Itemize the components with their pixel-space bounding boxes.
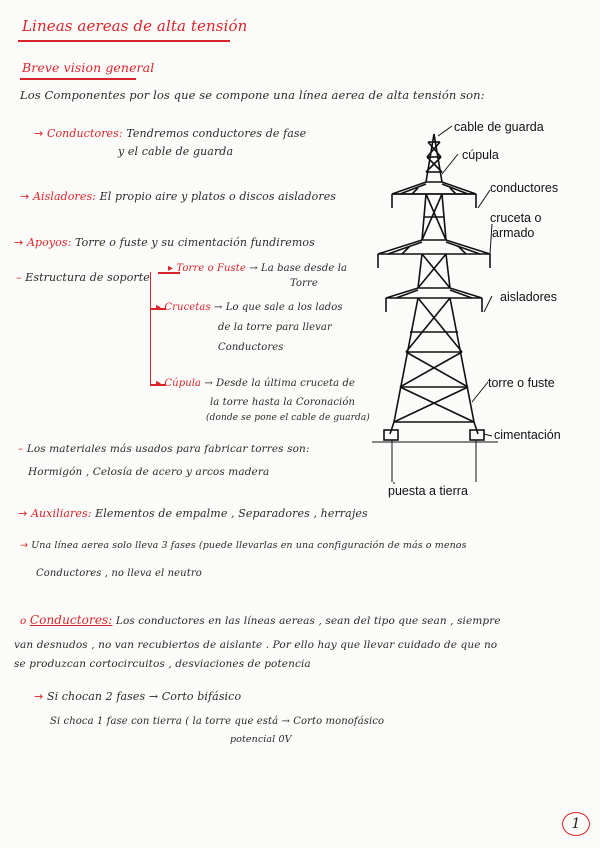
label-conductores: conductores	[490, 181, 559, 195]
overview-intro: Los Componentes por los que se compone una línea aerea de alta tensión son:	[20, 88, 485, 102]
arrow-icon: →	[18, 507, 28, 520]
overview-heading: Breve vision general	[22, 60, 155, 75]
crucetas-text: Lo que sale a los lados	[225, 302, 343, 313]
crucetas-text2: de la torre para llevar	[218, 322, 332, 333]
conductores-label: Conductores:	[46, 127, 123, 140]
bullet2b-text: potencial 0V	[230, 734, 292, 745]
aisladores-label: Aisladores:	[32, 190, 97, 203]
title-underline	[18, 40, 230, 42]
label-cruceta: cruceta o	[490, 211, 542, 225]
label-cupula: cúpula	[462, 148, 499, 162]
conductores-section-label: Conductores:	[29, 613, 113, 627]
arrow-icon: →	[249, 263, 261, 274]
aisladores-text: El propio aire y platos o discos aisladores	[99, 190, 337, 203]
materiales-item	[18, 443, 310, 455]
conductores-section-text3: se produzcan cortocircuitos , desviaciones de potencia	[14, 658, 311, 670]
linea-text: Una línea aerea solo lleva 3 fases (puede llevarlas en una configuración de más o menos	[31, 540, 467, 551]
crucetas-label: Crucetas	[164, 302, 211, 313]
arrow-icon: →	[34, 127, 44, 140]
arrow-icon: ▸	[168, 263, 174, 274]
dash-icon: –	[16, 271, 22, 284]
label-aisladores: aisladores	[500, 290, 557, 304]
arrow-icon: ▸	[156, 302, 162, 313]
cupula-label: Cúpula	[164, 378, 202, 389]
label-cable-guarda: cable de guarda	[454, 120, 544, 134]
aisladores-item	[20, 190, 336, 203]
dash-icon: –	[18, 443, 24, 455]
conductores-section-text2: van desnudos , no van recubiertos de aislante . Por ello hay que llevar cuidado de que no	[14, 639, 498, 651]
arrow-icon: →	[20, 190, 30, 203]
arrow-icon: →	[204, 378, 217, 389]
tower-diagram	[372, 112, 598, 502]
page-title: Lineas aereas de alta tensión	[22, 17, 248, 35]
page-number: 1	[562, 812, 590, 836]
apoyos-label: Apoyos:	[26, 236, 72, 249]
bullet1-text: Si chocan 2 fases → Corto bifásico	[46, 690, 242, 703]
estructura-label: Estructura de soporte	[25, 271, 150, 284]
crucetas-item	[156, 302, 343, 313]
arrow-icon: ▸	[156, 378, 162, 389]
label-puesta-tierra: puesta a tierra	[388, 484, 468, 498]
conductores-text: Tendremos conductores de fase	[126, 127, 307, 140]
auxiliares-item	[18, 507, 368, 520]
cupula-text3: (donde se pone el cable de guarda)	[206, 413, 370, 423]
crucetas-text3: Conductores	[218, 342, 284, 353]
linea-item	[20, 540, 467, 551]
label-torre-fuste: torre o fuste	[488, 376, 555, 390]
cupula-text: Desde la última cruceta de	[216, 378, 355, 389]
conductores-text2: y el cable de guarda	[118, 145, 234, 158]
bullet2-text: Si choca 1 fase con tierra ( la torre que está → Corto monofásico	[50, 716, 385, 727]
torre-item	[168, 263, 347, 274]
arrow-icon: →	[34, 690, 44, 703]
linea-text2: Conductores , no lleva el neutro	[36, 568, 202, 579]
cupula-text2: la torre hasta la Coronación	[210, 397, 356, 408]
estructura-item	[16, 271, 150, 284]
torre-text: La base desde la	[260, 263, 348, 274]
apoyos-text: Torre o fuste y su cimentación fundiremos	[75, 236, 315, 249]
bullet-icon: o	[20, 615, 27, 627]
apoyos-item	[14, 236, 315, 249]
conductores-section-text1: Los conductores en las líneas aereas , sean del tipo que sean , siempre	[115, 615, 501, 627]
conductores-section	[20, 613, 501, 627]
torre-label: Torre o Fuste	[176, 263, 246, 274]
torre-text2: Torre	[290, 278, 318, 289]
arrow-icon: →	[14, 236, 24, 249]
label-armado: armado	[492, 226, 535, 240]
auxiliares-label: Auxiliares:	[30, 507, 92, 520]
arrow-icon: →	[20, 540, 29, 551]
conductores-item	[34, 127, 306, 140]
tree-bracket	[150, 272, 151, 384]
arrow-icon: →	[214, 302, 226, 313]
materiales-text: Los materiales más usados para fabricar torres son:	[26, 443, 310, 455]
materiales-text2: Hormigón , Celosía de acero y arcos madera	[28, 466, 270, 478]
label-cimentacion: cimentación	[494, 428, 561, 442]
overview-underline	[20, 78, 136, 80]
cupula-item	[156, 378, 355, 389]
bullet1-item	[34, 690, 241, 703]
auxiliares-text: Elementos de empalme , Separadores , herrajes	[95, 507, 368, 520]
